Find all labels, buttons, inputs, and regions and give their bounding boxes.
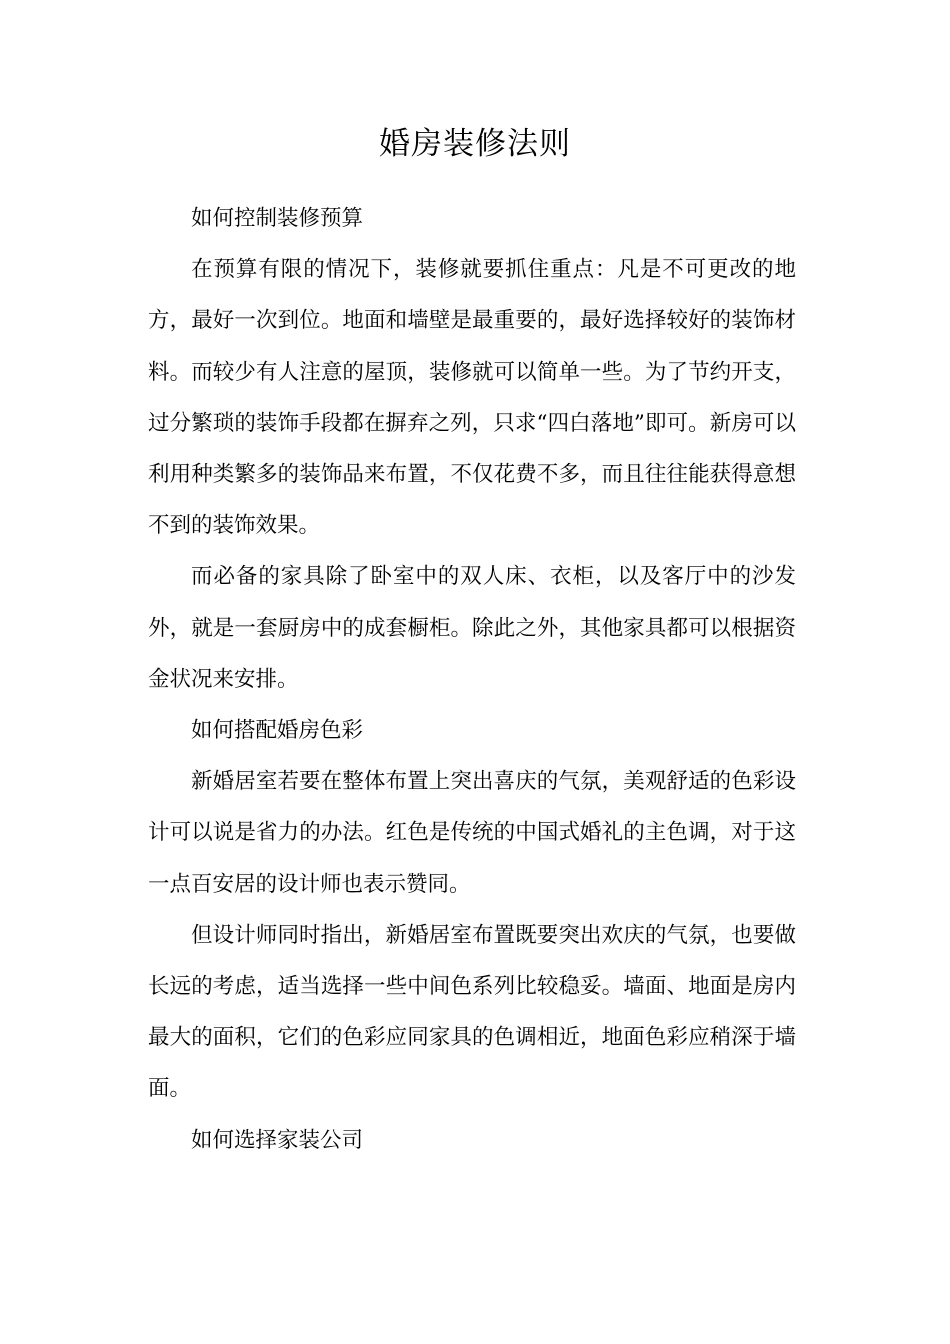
section-heading-color: 如何搭配婚房色彩 (191, 718, 364, 744)
document-title: 婚房装修法则 (379, 126, 571, 162)
section-heading-company: 如何选择家装公司 (191, 1127, 364, 1153)
section-heading-budget: 如何控制装修预算 (191, 206, 364, 231)
paragraph-budget-furniture: 而必备的家具除了卧室中的双人床、衣柜，以及客厅中的沙发外，就是一套厨房中的成套橱柜。除此之外，其他家具都可以根据资金状况来安排。 (148, 564, 796, 692)
paragraph-color-longterm: 但设计师同时指出，新婚居室布置既要突出欢庆的气氛，也要做长远的考虑，适当选择一些中间色系列比较稳妥。墙面、地面是房内最大的面积，它们的色彩应同家具的色调相近，地面色彩应稍深于墙面。 (148, 922, 796, 1102)
document-body (148, 193, 796, 1166)
paragraph-budget-focus: 在预算有限的情况下，装修就要抓住重点：凡是不可更改的地方，最好一次到位。地面和墙壁是最重要的，最好选择较好的装饰材料。而较少有人注意的屋顶，装修就可以简单一些。为了节约开支，过分繁琐的装饰手段都在摒弃之列，只求“四白落地”即可。新房可以利用种类繁多的装饰品来布置，不仅花费不多，而且往往能获得意想不到的装饰效果。 (148, 257, 796, 539)
paragraph-color-festive: 新婚居室若要在整体布置上突出喜庆的气氛，美观舒适的色彩设计可以说是省力的办法。红色是传统的中国式婚礼的主色调，对于这一点百安居的设计师也表示赞同。 (148, 769, 796, 897)
